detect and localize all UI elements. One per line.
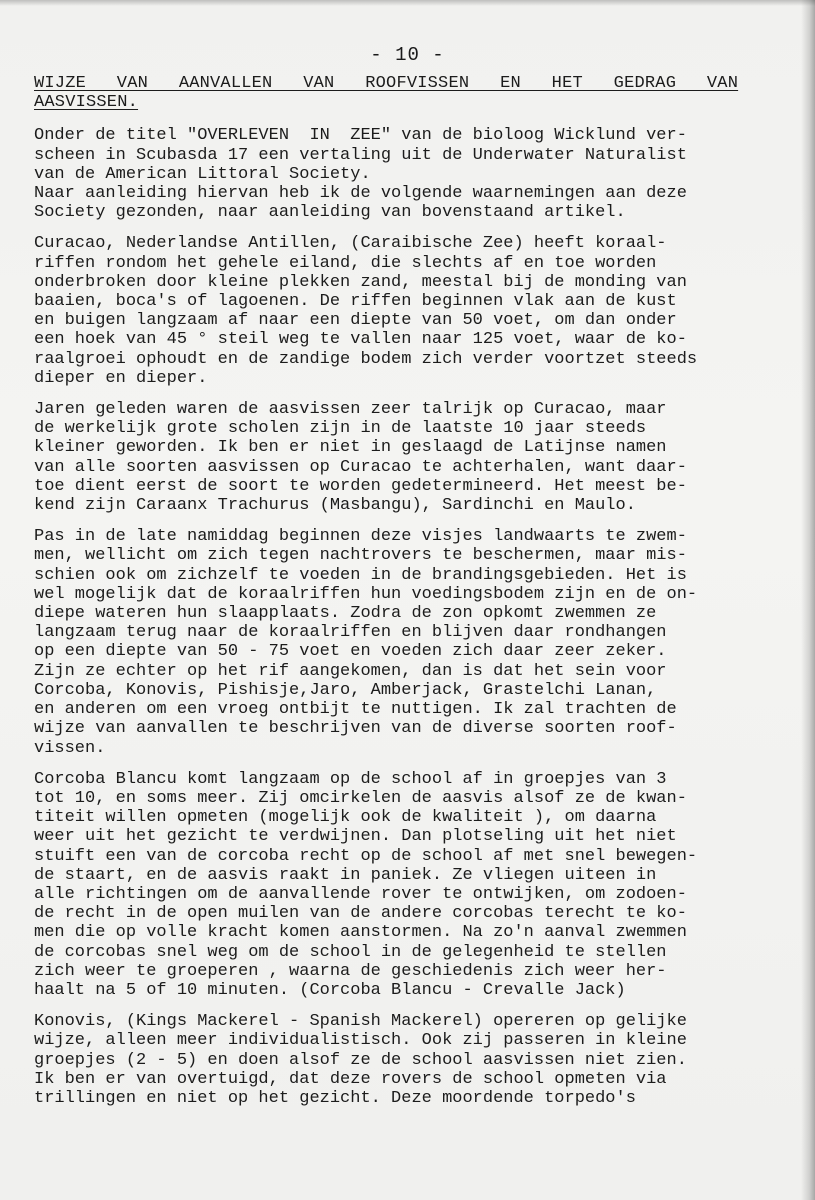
text-line: Konovis, (Kings Mackerel - Spanish Mackerel) opereren op gelijke: [34, 1012, 687, 1032]
text-line: Pas in de late namiddag beginnen deze visjes landwaarts te zwem-: [34, 527, 687, 547]
text-line: tot 10, en soms meer. Zij omcirkelen de aasvis alsof ze de kwan-: [34, 788, 687, 808]
paragraph: [34, 770, 764, 1000]
text-line: kleiner geworden. Ik ben er niet in geslaagd de Latijnse namen: [34, 438, 667, 458]
text-line: weer uit het gezicht te verdwijnen. Dan plotseling uit het niet: [34, 827, 677, 847]
text-line: de werkelijk grote scholen zijn in de laatste 10 jaar steeds: [34, 419, 647, 439]
text-line: men, wellicht om zich tegen nachtrovers te beschermen, maar mis-: [34, 546, 687, 566]
text-line: dieper en dieper.: [34, 368, 208, 388]
text-line: trillingen en niet op het gezicht. Deze moordende torpedo's: [34, 1088, 636, 1108]
text-line: op een diepte van 50 - 75 voet en voeden zich daar zeer zeker.: [34, 642, 667, 662]
text-line: scheen in Scubasda 17 een vertaling uit de Underwater Naturalist: [34, 145, 687, 165]
text-line: onderbroken door kleine plekken zand, meestal bij de monding van: [34, 272, 687, 292]
text-line: Zijn ze echter op het rif aangekomen, dan is dat het sein voor: [34, 661, 667, 681]
text-line: Onder de titel "OVERLEVEN IN ZEE" van de bioloog Wicklund ver-: [34, 126, 687, 146]
text-line: toe dient eerst de soort te worden gedetermineerd. Het meest be-: [34, 476, 687, 496]
page-number: - 10 -: [370, 44, 445, 66]
text-line: en anderen om een vroeg ontbijt te nuttigen. Ik zal trachten de: [34, 700, 677, 720]
text-line: Jaren geleden waren de aasvissen zeer talrijk op Curacao, maar: [34, 400, 667, 420]
text-line: raalgroei ophoudt en de zandige bodem zich verder voortzet steeds: [34, 349, 698, 369]
text-line: Corcoba Blancu komt langzaam op de school af in groepjes van 3: [34, 769, 667, 789]
text-line: baaien, boca's of lagoenen. De riffen beginnen vlak aan de kust: [34, 292, 677, 312]
text-line: Naar aanleiding hiervan heb ik de volgende waarnemingen aan deze: [34, 184, 687, 204]
text-line: van alle soorten aasvissen op Curacao te achterhalen, want daar-: [34, 457, 687, 477]
text-line: titeit willen opmeten (mogelijk ook de kwaliteit ), om daarna: [34, 808, 657, 828]
text-line: wijze, alleen meer individualistisch. Ook zij passeren in kleine: [34, 1031, 687, 1051]
text-line: de staart, en de aasvis raakt in paniek. Ze vliegen uiteen in: [34, 865, 657, 885]
text-line: Curacao, Nederlandse Antillen, (Caraibische Zee) heeft koraal-: [34, 234, 667, 254]
title-line: AASVISSEN.: [34, 93, 139, 113]
text-line: een hoek van 45 ° steil weg te vallen naar 125 voet, waar de ko-: [34, 330, 687, 350]
text-line: kend zijn Caraanx Trachurus (Masbangu), Sardinchi en Maulo.: [34, 496, 636, 516]
text-line: men die op volle kracht komen aanstormen. Na zo'n aanval zwemmen: [34, 923, 687, 943]
text-line: van de American Littoral Society.: [34, 164, 371, 184]
paragraph: [34, 184, 764, 222]
text-line: Corcoba, Konovis, Pishisje,Jaro, Amberjack, Grastelchi Lanan,: [34, 680, 657, 700]
text-line: haalt na 5 of 10 minuten. (Corcoba Blancu - Crevalle Jack): [34, 980, 626, 1000]
paragraph: [34, 1012, 764, 1108]
text-line: wijze van aanvallen te beschrijven van de diverse soorten roof-: [34, 719, 677, 739]
text-line: vissen.: [34, 738, 106, 758]
text-line: alle richtingen om de aanvallende rover te ontwijken, om zodoen-: [34, 884, 687, 904]
page-top-shadow: [0, 0, 815, 6]
text-line: de corcobas snel weg om de school in de gelegenheid te stellen: [34, 942, 667, 962]
text-line: langzaam terug naar de koraalriffen en blijven daar rondhangen: [34, 623, 667, 643]
text-line: riffen rondom het gehele eiland, die slechts af en toe worden: [34, 253, 657, 273]
title-line: WIJZE VAN AANVALLEN VAN ROOFVISSEN EN HET GEDRAG VAN: [34, 74, 739, 93]
text-line: en buigen langzaam af naar een diepte van 50 voet, om dan onder: [34, 311, 677, 331]
text-line: zich weer te groeperen , waarna de geschiedenis zich weer her-: [34, 961, 667, 981]
text-line: Society gezonden, naar aanleiding van bovenstaand artikel.: [34, 203, 626, 223]
text-line: Ik ben er van overtuigd, dat deze rovers de school opmeten via: [34, 1069, 667, 1089]
page-right-shadow: [801, 0, 815, 1200]
text-line: stuift een van de corcoba recht op de school af met snel bewegen-: [34, 846, 698, 866]
paragraph: [34, 234, 764, 388]
paragraph: [34, 527, 764, 757]
text-line: groepjes (2 - 5) en doen alsof ze de school aasvissen niet zien.: [34, 1050, 687, 1070]
document-body: [34, 74, 764, 1120]
text-line: diepe wateren hun slaapplaats. Zodra de zon opkomt zwemmen ze: [34, 604, 657, 624]
text-line: schien ook om zichzelf te voeden in de brandingsgebieden. Het is: [34, 565, 687, 585]
text-line: wel mogelijk dat de koraalriffen hun voedingsbodem zijn en de on-: [34, 584, 698, 604]
text-line: de recht in de open muilen van de andere corcobas terecht te ko-: [34, 904, 687, 924]
paragraph: [34, 400, 764, 515]
paragraph: [34, 126, 764, 184]
document-title: [34, 74, 764, 112]
